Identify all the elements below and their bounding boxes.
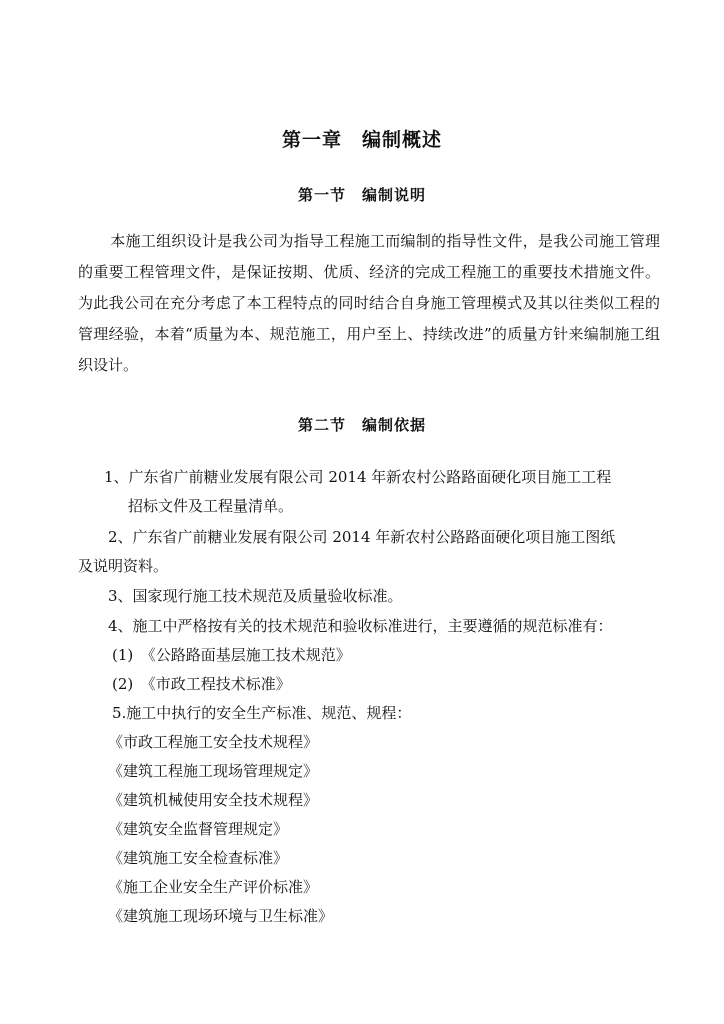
- safety-standard-4: 《建筑安全监督管理规定》: [108, 820, 289, 838]
- section-1-paragraph: [78, 226, 660, 381]
- basis-item-2: 2、广东省广前糖业发展有限公司 2014 年新农村公路路面硬化项目施工图纸: [108, 528, 616, 546]
- safety-standard-2: 《建筑工程施工现场管理规定》: [108, 762, 319, 780]
- standard-item-2: (2) 《市政工程技术标准》: [112, 675, 291, 693]
- safety-standard-1: 《市政工程施工安全技术规程》: [108, 733, 319, 751]
- section-title-2: 第二节 编制依据: [297, 416, 426, 434]
- chapter-title: 第一章 编制概述: [281, 129, 442, 151]
- basis-item-5: 5.施工中执行的安全生产标准、规范、规程：: [112, 704, 412, 722]
- basis-item-3: 3、国家现行施工技术规范及质量验收标准。: [108, 587, 403, 605]
- safety-standard-6: 《施工企业安全生产评价标准》: [108, 878, 319, 896]
- section-title-1: 第一节 编制说明: [297, 186, 426, 204]
- safety-standard-7: 《建筑施工现场环境与卫生标准》: [108, 907, 334, 925]
- section-1-paragraph-text: 本施工组织设计是我公司为指导工程施工而编制的指导性文件，是我公司施工管理的重要工程管理文件，是保证按期、优质、经济的完成工程施工的重要技术措施文件。为此我公司在充分考虑了本工程特点的同时结合自身施工管理模式及其以往类似工程的管理经验，本着“质量为本、规范施工，用户至上、持续改进”的质量方针来编制施工组织设计。: [78, 232, 660, 374]
- basis-item-4: 4、施工中严格按有关的技术规范和验收标准进行，主要遵循的规范标准有：: [108, 617, 613, 635]
- basis-item-1: 1、广东省广前糖业发展有限公司 2014 年新农村公路路面硬化项目施工工程: [104, 468, 612, 486]
- basis-item-2-cont: 及说明资料。: [78, 557, 169, 575]
- safety-standard-3: 《建筑机械使用安全技术规程》: [108, 791, 319, 809]
- basis-item-1-cont: 招标文件及工程量清单。: [128, 497, 294, 515]
- standard-item-1: (1) 《公路路面基层施工技术规范》: [112, 646, 351, 664]
- safety-standard-5: 《建筑施工安全检查标准》: [108, 849, 289, 867]
